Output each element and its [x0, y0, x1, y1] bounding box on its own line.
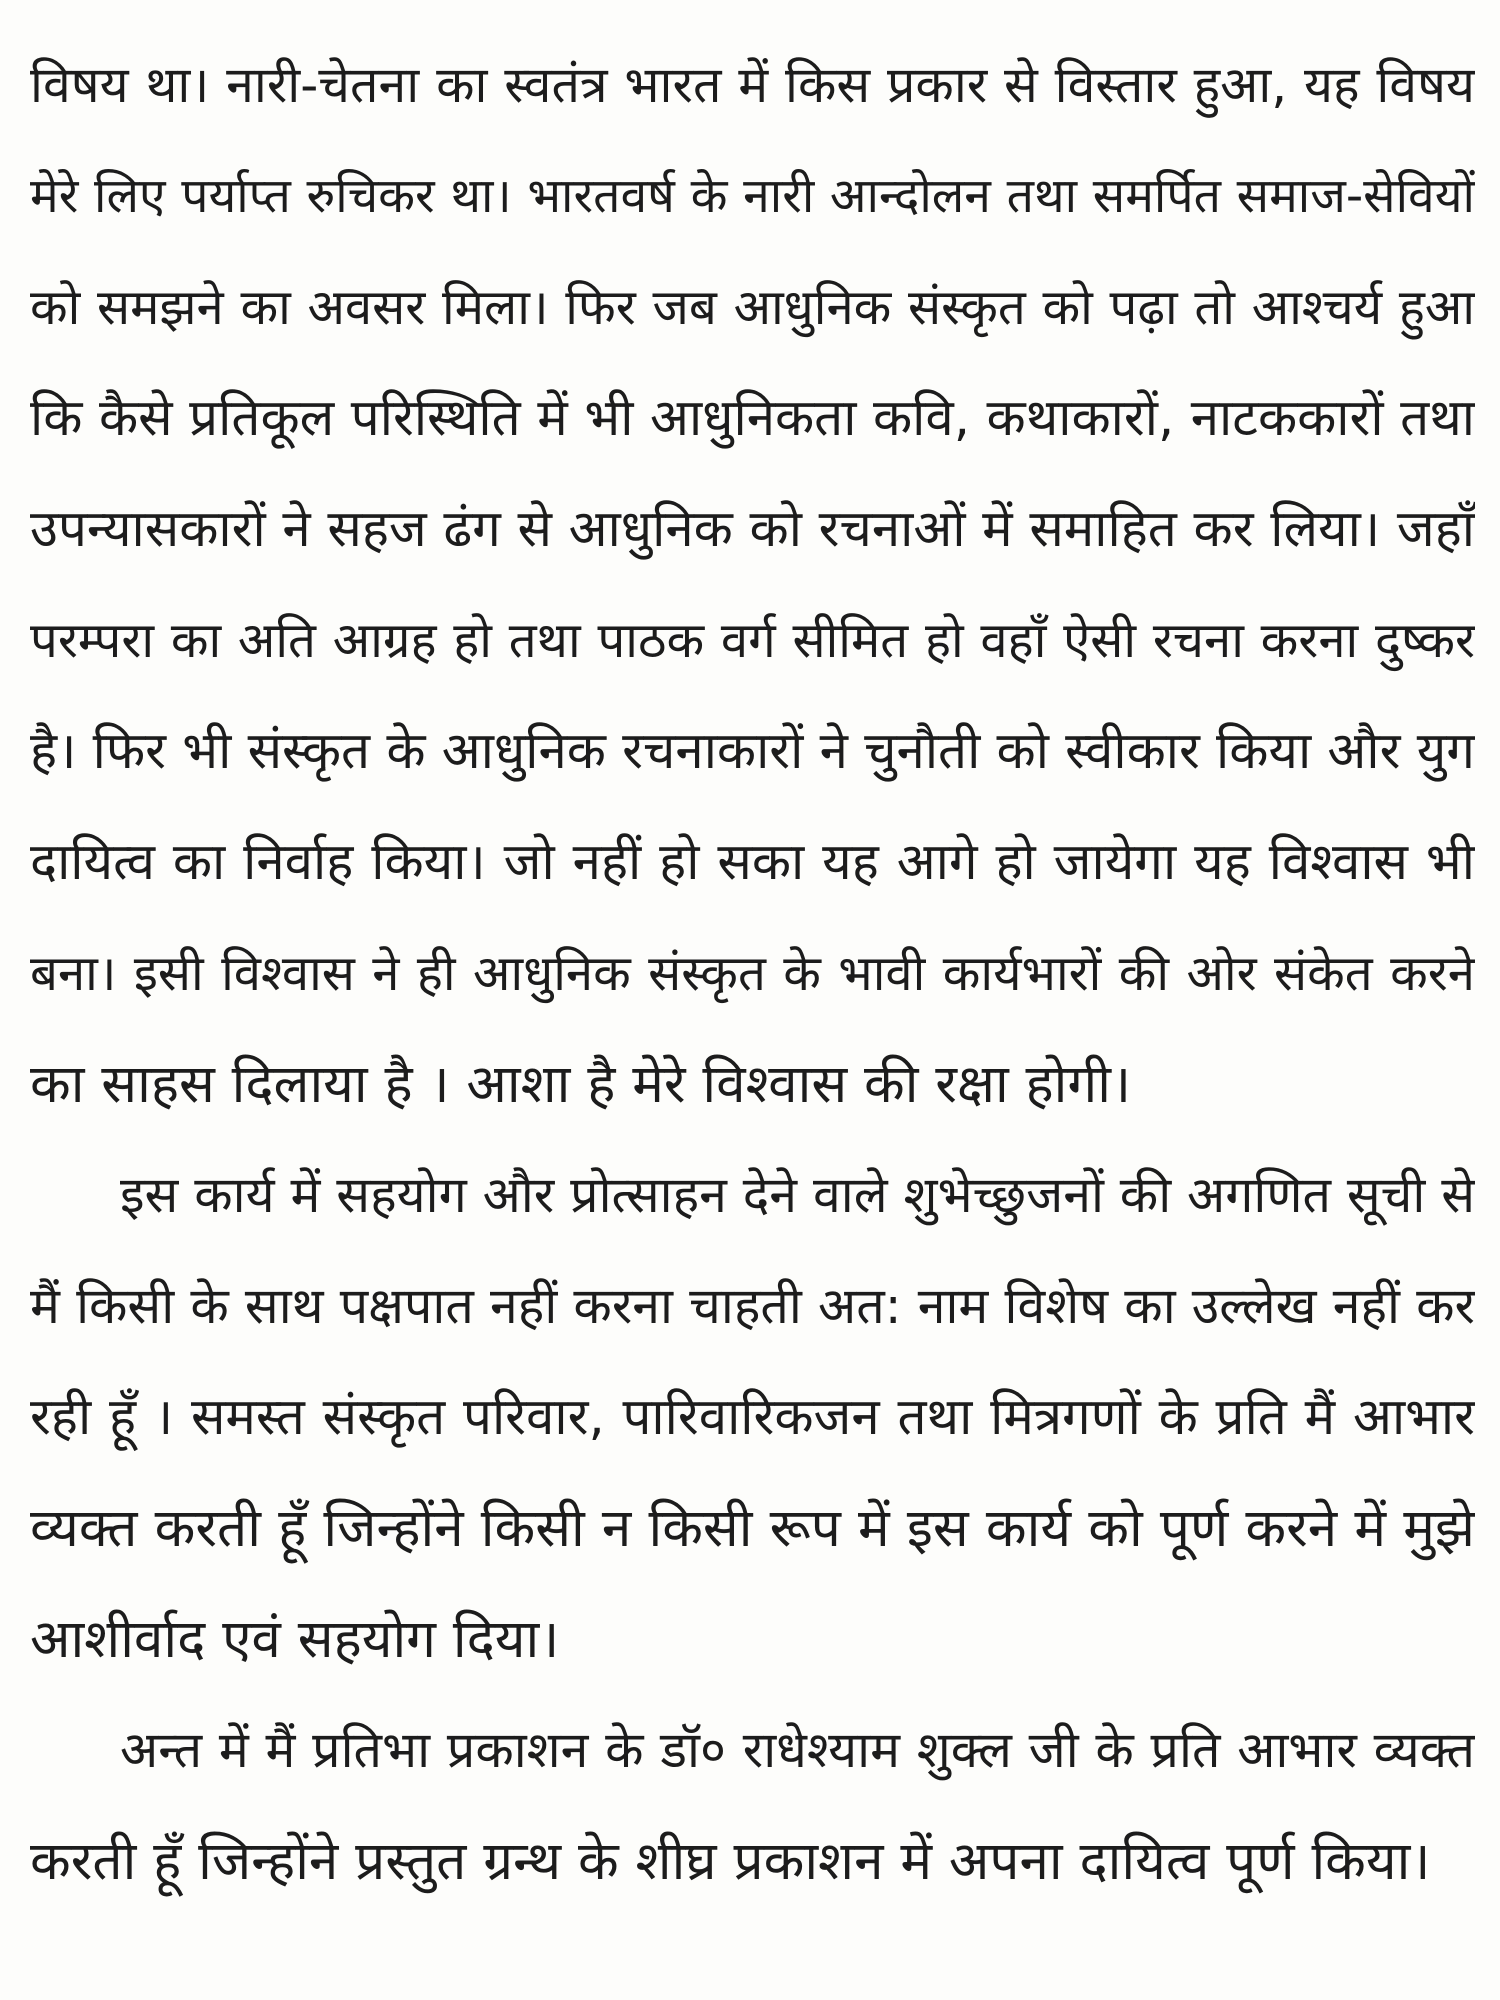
text-line: है। फिर भी संस्कृत के आधुनिक रचनाकारों ने चुनौती को स्वीकार किया और युग	[30, 722, 1475, 781]
body-text	[30, 30, 1475, 1917]
text-line: कि कैसे प्रतिकूल परिस्थिति में भी आधुनिकता कवि, कथाकारों, नाटककारों तथा	[30, 389, 1475, 448]
paragraph-3	[30, 1695, 1475, 1917]
text-line: करती हूँ जिन्होंने प्रस्तुत ग्रन्थ के शीघ्र प्रकाशन में अपना दायित्व पूर्ण किया।	[30, 1831, 1431, 1892]
text-line: अन्त में मैं प्रतिभा प्रकाशन के डॉ० राधेश्याम शुक्ल जी के प्रति आभार व्यक्त	[120, 1721, 1475, 1779]
text-line: इस कार्य में सहयोग और प्रोत्साहन देने वाले शुभेच्छुजनों की अगणित सूची से	[120, 1166, 1475, 1224]
text-line: का साहस दिलाया है । आशा है मेरे विश्वास की रक्षा होगी।	[30, 1054, 1132, 1115]
text-line: बना। इसी विश्वास ने ही आधुनिक संस्कृत के भावी कार्यभारों की ओर संकेत करने	[30, 945, 1475, 1002]
text-line: विषय था। नारी-चेतना का स्वतंत्र भारत में किस प्रकार से विस्तार हुआ, यह विषय	[30, 56, 1475, 114]
text-line: व्यक्त करती हूँ जिन्होंने किसी न किसी रूप में इस कार्य को पूर्ण करने में मुझे	[30, 1498, 1475, 1559]
text-line: आशीर्वाद एवं सहयोग दिया।	[30, 1609, 560, 1670]
paragraph-2	[30, 1140, 1475, 1695]
text-line: परम्परा का अति आग्रह हो तथा पाठक वर्ग सीमित हो वहाँ ऐसी रचना करना दुष्कर	[30, 612, 1475, 669]
text-line: मैं किसी के साथ पक्षपात नहीं करना चाहती अत: नाम विशेष का उल्लेख नहीं कर	[30, 1277, 1475, 1335]
paragraph-1	[30, 30, 1475, 1140]
text-line: मेरे लिए पर्याप्त रुचिकर था। भारतवर्ष के नारी आन्दोलन तथा समर्पित समाज-सेवियों	[30, 168, 1475, 224]
text-line: उपन्यासकारों ने सहज ढंग से आधुनिक को रचनाओं में समाहित कर लिया। जहाँ	[30, 500, 1475, 559]
text-line: दायित्व का निर्वाह किया। जो नहीं हो सका यह आगे हो जायेगा यह विश्वास भी	[30, 833, 1475, 892]
text-line: को समझने का अवसर मिला। फिर जब आधुनिक संस्कृत को पढ़ा तो आश्चर्य हुआ	[30, 279, 1475, 336]
text-line: रही हूँ । समस्त संस्कृत परिवार, पारिवारिकजन तथा मित्रगणों के प्रति मैं आभार	[30, 1388, 1475, 1447]
